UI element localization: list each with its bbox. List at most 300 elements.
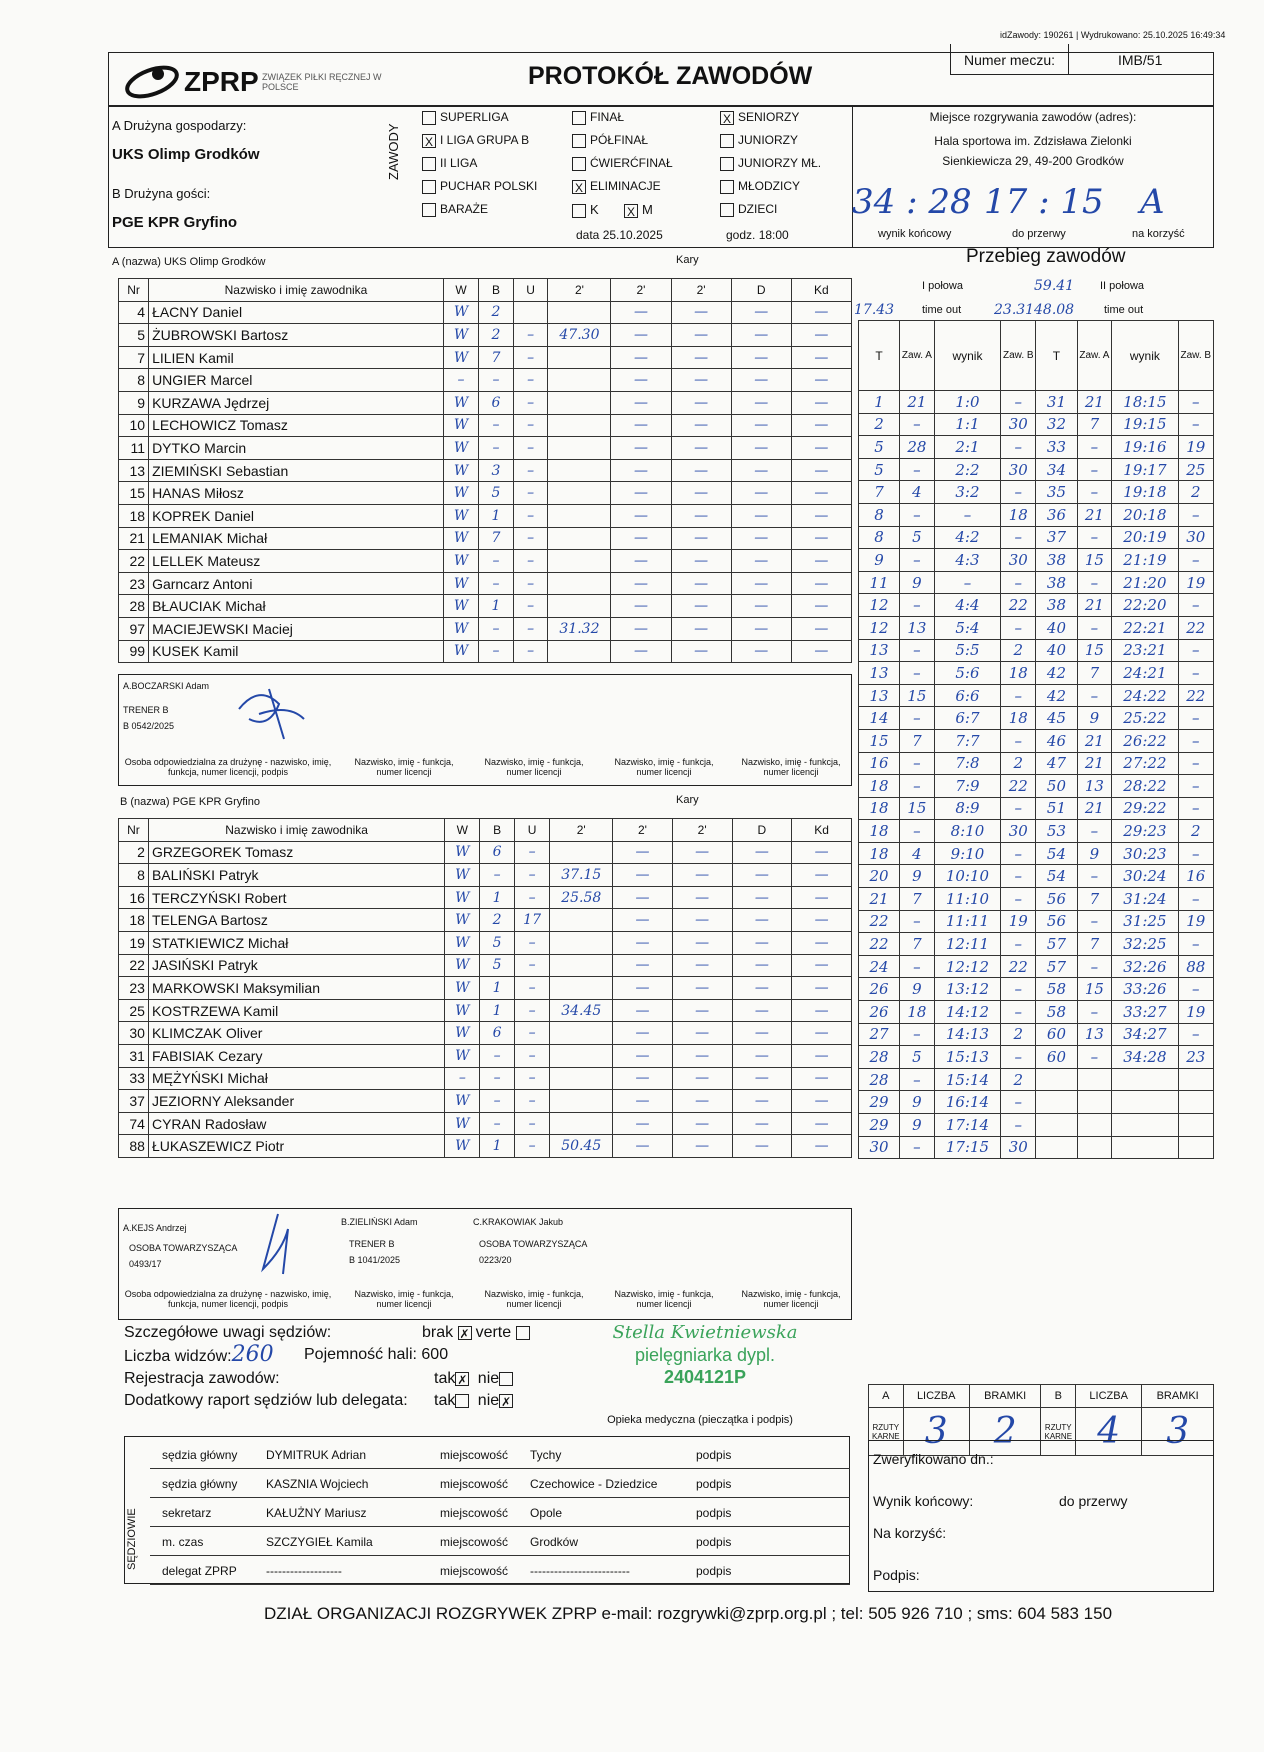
- col-t: T: [859, 321, 900, 391]
- progress-cell: 28: [900, 436, 935, 459]
- progress-cell: 12:11: [934, 933, 1000, 956]
- team-b: PGE KPR Gryfino: [112, 214, 238, 231]
- progress-cell: 19:16: [1112, 436, 1178, 459]
- progress-row: [859, 571, 1214, 594]
- penalty-cell: —: [732, 1022, 792, 1045]
- player-number: 2: [119, 841, 149, 864]
- player-row: [119, 1135, 852, 1158]
- progress-row: [859, 978, 1214, 1001]
- penalty-cell: —: [611, 324, 671, 347]
- player-goals: –: [479, 414, 514, 437]
- capacity: Pojemność hali: 600: [304, 1346, 449, 1363]
- penalty-cell: —: [731, 391, 791, 414]
- player-warning: –: [513, 459, 548, 482]
- penalty-cell: —: [791, 391, 851, 414]
- player-goals: –: [479, 640, 514, 663]
- penalty-a-goals: 2: [969, 1408, 1041, 1456]
- progress-cell: –: [900, 662, 935, 685]
- progress-cell: 7: [1077, 413, 1112, 436]
- phase-checkbox[interactable]: X: [572, 180, 586, 194]
- penalty-cell: —: [613, 864, 673, 887]
- player-2min: [548, 414, 611, 437]
- col-kd: Kd: [791, 279, 851, 302]
- progress-cell: 4:4: [934, 594, 1000, 617]
- player-warning: –: [514, 841, 550, 864]
- player-number: 22: [119, 550, 149, 573]
- referee-row: [150, 1440, 850, 1469]
- referee-city: -------------------------: [530, 1564, 630, 1578]
- player-number: 18: [119, 909, 149, 932]
- penalty-cell: —: [791, 324, 851, 347]
- progress-cell: [1077, 1136, 1112, 1159]
- penalty-cell: —: [791, 595, 851, 618]
- team-a: UKS Olimp Grodków: [112, 146, 260, 163]
- player-2min: [550, 1067, 613, 1090]
- match-date: data 25.10.2025: [576, 228, 663, 242]
- penalty-cell: —: [732, 977, 792, 1000]
- col-2min: 2': [613, 819, 673, 842]
- progress-cell: –: [1077, 684, 1112, 707]
- player-name: JASIŃSKI Patryk: [148, 954, 444, 977]
- phase-checkbox[interactable]: [572, 157, 586, 171]
- player-goals: 1: [479, 595, 514, 618]
- player-name: Garncarz Antoni: [149, 572, 444, 595]
- progress-cell: [1077, 1091, 1112, 1114]
- penalty-cell: —: [611, 482, 671, 505]
- miejscowosc-label: miejscowość: [440, 1506, 509, 1520]
- spectators-value: 260: [231, 1342, 274, 1367]
- signature-label: Podpis:: [873, 1567, 920, 1583]
- penalty-cell: —: [672, 931, 732, 954]
- progress-cell: –: [1178, 503, 1213, 526]
- player-w: W: [443, 640, 478, 663]
- progress-cell: 8: [859, 503, 900, 526]
- age-group-checkbox[interactable]: [720, 203, 734, 217]
- player-goals: 3: [479, 459, 514, 482]
- col-b: B: [480, 819, 514, 842]
- progress-cell: –: [1001, 729, 1036, 752]
- penalty-cell: —: [732, 954, 792, 977]
- zawody-label: ZAWODY: [386, 123, 401, 180]
- podpis-label: podpis: [696, 1564, 732, 1578]
- progress-cell: 20:19: [1112, 526, 1178, 549]
- penalty-b: B: [1041, 1385, 1076, 1408]
- progress-cell: –: [900, 594, 935, 617]
- progress-cell: –: [900, 503, 935, 526]
- progress-cell: 2: [1001, 1068, 1036, 1091]
- player-number: 23: [119, 977, 149, 1000]
- competition-label: SUPERLIGA: [440, 110, 509, 124]
- player-goals: –: [479, 437, 514, 460]
- player-2min: [548, 482, 611, 505]
- progress-cell: 28: [859, 1068, 900, 1091]
- progress-cell: 60: [1036, 1046, 1077, 1069]
- progress-cell: –: [1001, 1091, 1036, 1114]
- player-name: GRZEGOREK Tomasz: [148, 841, 444, 864]
- penalty-cell: —: [792, 841, 852, 864]
- team-b-label: B Drużyna gości:: [112, 186, 211, 201]
- progress-cell: 13: [859, 662, 900, 685]
- player-w: W: [445, 931, 480, 954]
- progress-cell: 14: [859, 707, 900, 730]
- progress-row: [859, 955, 1214, 978]
- progress-cell: 30: [1001, 1136, 1036, 1159]
- age-group-checkbox[interactable]: [720, 180, 734, 194]
- divider: [852, 106, 853, 248]
- progress-cell: 5: [900, 1046, 935, 1069]
- player-warning: –: [514, 1112, 550, 1135]
- verte-checkbox[interactable]: [516, 1326, 530, 1340]
- player-goals: –: [479, 369, 514, 392]
- age-group-checkbox[interactable]: X: [720, 111, 734, 125]
- player-warning: –: [513, 595, 548, 618]
- penalty-cell: —: [672, 1044, 732, 1067]
- progress-cell: 29:23: [1112, 820, 1178, 843]
- player-w: W: [443, 504, 478, 527]
- penalty-bramki: BRAMKI: [1142, 1385, 1214, 1408]
- progress-row: [859, 594, 1214, 617]
- timeout-value: 23.31: [994, 302, 1035, 318]
- col-kd: Kd: [792, 819, 852, 842]
- progress-cell: 16: [859, 752, 900, 775]
- penalty-bramki: BRAMKI: [969, 1385, 1041, 1408]
- progress-cell: 32: [1036, 413, 1077, 436]
- divider: [1068, 44, 1069, 74]
- team-a-officials: [118, 674, 852, 786]
- player-row: [119, 324, 852, 347]
- progress-header-row: [859, 321, 1214, 391]
- player-w: W: [445, 977, 480, 1000]
- extra-tak-checkbox[interactable]: [455, 1394, 469, 1408]
- przebieg-title: Przebieg zawodów: [966, 246, 1126, 267]
- referee-name: -------------------: [266, 1564, 342, 1578]
- player-number: 16: [119, 886, 149, 909]
- col-zaw-a: Zaw. A: [900, 321, 935, 391]
- progress-cell: 19:18: [1112, 481, 1178, 504]
- miejscowosc-label: miejscowość: [440, 1535, 509, 1549]
- extra-nie-checkbox[interactable]: ✗: [501, 1394, 512, 1409]
- phase-item: [572, 179, 673, 202]
- player-2min: [550, 977, 613, 1000]
- age-group-checkbox[interactable]: [720, 134, 734, 148]
- progress-cell: –: [900, 1023, 935, 1046]
- player-name: JEZIORNY Aleksander: [148, 1090, 444, 1113]
- player-row: [119, 909, 852, 932]
- penalty-cell: —: [672, 909, 732, 932]
- progress-cell: –: [900, 1136, 935, 1159]
- penalty-liczba: LICZBA: [1076, 1385, 1142, 1408]
- podpis-label: podpis: [696, 1506, 732, 1520]
- progress-cell: 6:7: [934, 707, 1000, 730]
- registration-tak-checkbox[interactable]: ✗: [457, 1372, 468, 1387]
- age-group-item: [720, 202, 821, 225]
- player-name: KUSEK Kamil: [149, 640, 444, 663]
- progress-cell: 30: [1178, 526, 1213, 549]
- phase-label: ĆWIERĆFINAŁ: [590, 156, 673, 170]
- progress-cell: –: [1178, 549, 1213, 572]
- penalty-header-row: [869, 1385, 1214, 1408]
- penalty-cell: —: [672, 886, 732, 909]
- progress-cell: 18: [900, 1001, 935, 1024]
- progress-cell: 19: [1001, 910, 1036, 933]
- penalty-cell: —: [613, 841, 673, 864]
- penalty-cell: —: [611, 301, 671, 324]
- player-number: 8: [119, 369, 149, 392]
- player-name: HANAS Miłosz: [149, 482, 444, 505]
- penalty-cell: —: [611, 346, 671, 369]
- player-number: 11: [119, 437, 149, 460]
- progress-cell: 9: [900, 978, 935, 1001]
- competition-checkbox[interactable]: X: [422, 134, 436, 148]
- penalty-cell: —: [792, 1135, 852, 1158]
- progress-cell: 15: [1077, 549, 1112, 572]
- progress-row: [859, 1136, 1214, 1159]
- progress-cell: 15:14: [934, 1068, 1000, 1091]
- penalty-rzuty-label: RZUTY KARNE: [1041, 1408, 1076, 1456]
- progress-row: [859, 616, 1214, 639]
- age-group-label: SENIORZY: [738, 110, 800, 124]
- phase-list: [572, 110, 673, 225]
- progress-cell: 34:28: [1112, 1046, 1178, 1069]
- progress-cell: 4: [900, 481, 935, 504]
- progress-cell: 15: [1077, 639, 1112, 662]
- competition-label: PUCHAR POLSKI: [440, 179, 538, 193]
- player-name: LECHOWICZ Tomasz: [149, 414, 444, 437]
- penalty-cell: —: [611, 504, 671, 527]
- stamp-line-3: 2404121P: [663, 1367, 747, 1387]
- player-goals: 1: [480, 999, 514, 1022]
- player-name: DYTKO Marcin: [149, 437, 444, 460]
- age-list: [720, 110, 821, 225]
- player-row: [119, 931, 852, 954]
- progress-row: [859, 391, 1214, 414]
- competition-item: [422, 133, 537, 156]
- player-warning: –: [513, 482, 548, 505]
- player-number: 88: [119, 1135, 149, 1158]
- nurse-stamp: [590, 1322, 820, 1388]
- player-name: LELLEK Mateusz: [149, 550, 444, 573]
- player-warning: –: [513, 369, 548, 392]
- player-number: 10: [119, 414, 149, 437]
- progress-row: [859, 1091, 1214, 1114]
- player-goals: 1: [479, 504, 514, 527]
- progress-cell: –: [1178, 797, 1213, 820]
- penalty-cell: —: [611, 391, 671, 414]
- progress-cell: 22:20: [1112, 594, 1178, 617]
- player-warning: –: [514, 1067, 550, 1090]
- penalty-cell: —: [732, 1067, 792, 1090]
- progress-cell: 11:10: [934, 888, 1000, 911]
- player-w: W: [443, 550, 478, 573]
- referee-row: [150, 1469, 850, 1498]
- progress-cell: –: [1178, 413, 1213, 436]
- progress-cell: 38: [1036, 594, 1077, 617]
- penalty-cell: —: [613, 1112, 673, 1135]
- penalty-cell: —: [791, 414, 851, 437]
- player-row: [119, 1044, 852, 1067]
- progress-cell: 21: [1077, 752, 1112, 775]
- penalty-cell: —: [671, 482, 731, 505]
- player-row: [119, 864, 852, 887]
- progress-cell: 13: [1077, 775, 1112, 798]
- progress-cell: 2: [859, 413, 900, 436]
- timeout-value: 59.41: [1034, 278, 1075, 294]
- competition-checkbox[interactable]: [422, 157, 436, 171]
- player-goals: –: [480, 864, 514, 887]
- official-caption: Osoba odpowiedzialna za drużynę - nazwisko, imię, funkcja, numer licencji, podpis: [124, 1289, 332, 1309]
- penalty-cell: —: [791, 437, 851, 460]
- player-goals: –: [479, 617, 514, 640]
- player-number: 4: [119, 301, 149, 324]
- progress-cell: –: [1001, 978, 1036, 1001]
- progress-cell: 30: [1001, 413, 1036, 436]
- player-2min: 50.45: [550, 1135, 613, 1158]
- col-2min: 2': [611, 279, 671, 302]
- penalty-cell: —: [611, 595, 671, 618]
- progress-cell: 15:13: [934, 1046, 1000, 1069]
- remarks-box: [124, 1322, 548, 1412]
- progress-row: [859, 436, 1214, 459]
- referee-row: [150, 1527, 850, 1556]
- progress-row: [859, 865, 1214, 888]
- progress-cell: 9: [1077, 842, 1112, 865]
- progress-cell: 54: [1036, 865, 1077, 888]
- gender-k-checkbox[interactable]: [572, 204, 586, 218]
- final-label: wynik końcowy: [878, 228, 952, 240]
- competition-label: BARAŻE: [440, 202, 489, 216]
- progress-cell: 40: [1036, 616, 1077, 639]
- progress-cell: 7: [900, 933, 935, 956]
- stamp-line-1: Stella Kwietniewska: [612, 1322, 798, 1343]
- col-wynik: wynik: [1112, 321, 1178, 391]
- progress-cell: 31:24: [1112, 888, 1178, 911]
- progress-cell: 40: [1036, 639, 1077, 662]
- match-time: godz. 18:00: [726, 228, 789, 242]
- player-warning: –: [514, 1044, 550, 1067]
- phase-label: FINAŁ: [590, 110, 625, 124]
- penalty-cell: —: [791, 617, 851, 640]
- progress-cell: 4:2: [934, 526, 1000, 549]
- age-group-checkbox[interactable]: [720, 157, 734, 171]
- progress-cell: 24:21: [1112, 662, 1178, 685]
- progress-cell: [1178, 1091, 1213, 1114]
- player-name: CYRAN Radosław: [148, 1112, 444, 1135]
- progress-cell: 22: [1001, 594, 1036, 617]
- progress-cell: 7: [1077, 933, 1112, 956]
- age-group-item: [720, 133, 821, 156]
- player-name: ZIEMIŃSKI Sebastian: [149, 459, 444, 482]
- player-number: 21: [119, 527, 149, 550]
- progress-row: [859, 1114, 1214, 1137]
- brak-checkbox[interactable]: ✗: [459, 1326, 470, 1341]
- referee-city: Opole: [530, 1506, 563, 1520]
- penalty-cell: —: [731, 369, 791, 392]
- competition-checkbox[interactable]: [422, 203, 436, 217]
- gender-m-checkbox[interactable]: X: [624, 204, 638, 218]
- progress-cell: –: [1077, 616, 1112, 639]
- footer: DZIAŁ ORGANIZACJI ROZGRYWEK ZPRP e-mail: rozgrywki@zprp.org.pl ; tel: 505 926 710 ; sms: 604 583 150: [264, 1604, 1113, 1623]
- player-goals: 1: [480, 886, 514, 909]
- player-2min: [550, 909, 613, 932]
- penalty-cell: —: [731, 324, 791, 347]
- player-w: W: [445, 841, 480, 864]
- penalty-cell: —: [791, 482, 851, 505]
- penalty-cell: —: [731, 640, 791, 663]
- penalty-cell: —: [731, 617, 791, 640]
- competition-item: [422, 202, 537, 225]
- player-w: W: [443, 617, 478, 640]
- penalty-cell: —: [732, 1090, 792, 1113]
- penalty-cell: —: [791, 550, 851, 573]
- player-2min: [548, 391, 611, 414]
- venue-label: Miejsce rozgrywania zawodów (adres):: [929, 110, 1137, 124]
- player-warning: –: [514, 1022, 550, 1045]
- remarks-label: Szczegółowe uwagi sędziów:: [124, 1324, 332, 1341]
- player-goals: 2: [480, 909, 514, 932]
- penalty-cell: —: [671, 369, 731, 392]
- progress-cell: –: [900, 549, 935, 572]
- player-w: W: [445, 886, 480, 909]
- player-row: [119, 886, 852, 909]
- player-row: [119, 346, 852, 369]
- progress-cell: –: [1001, 436, 1036, 459]
- player-goals: 1: [480, 977, 514, 1000]
- official-caption: Nazwisko, imię - funkcja, numer licencji: [484, 1289, 584, 1309]
- progress-cell: 2: [1178, 481, 1213, 504]
- progress-cell: 21: [859, 888, 900, 911]
- registration-nie-checkbox[interactable]: [499, 1372, 513, 1386]
- competition-checkbox[interactable]: [422, 180, 436, 194]
- player-row: [119, 595, 852, 618]
- progress-cell: 19: [1178, 571, 1213, 594]
- progress-cell: 29:22: [1112, 797, 1178, 820]
- progress-cell: [1077, 1114, 1112, 1137]
- player-goals: 6: [480, 1022, 514, 1045]
- player-2min: [548, 504, 611, 527]
- phase-checkbox[interactable]: [572, 134, 586, 148]
- progress-cell: 34: [1036, 458, 1077, 481]
- team-a-header-row: [119, 279, 852, 302]
- penalty-cell: —: [613, 931, 673, 954]
- competition-checkbox[interactable]: [422, 111, 436, 125]
- progress-cell: 53: [1036, 820, 1077, 843]
- progress-cell: 30: [1001, 820, 1036, 843]
- player-warning: –: [513, 550, 548, 573]
- penalty-cell: —: [671, 504, 731, 527]
- kary-label-a: Kary: [676, 254, 699, 266]
- timeout-label: time out: [922, 304, 962, 316]
- phase-checkbox[interactable]: [572, 111, 586, 125]
- progress-cell: 21:19: [1112, 549, 1178, 572]
- penalty-cell: —: [671, 301, 731, 324]
- penalty-cell: —: [672, 999, 732, 1022]
- player-warning: –: [513, 346, 548, 369]
- player-w: W: [443, 391, 478, 414]
- penalty-cell: —: [791, 640, 851, 663]
- penalty-cell: —: [672, 1067, 732, 1090]
- progress-cell: –: [1178, 594, 1213, 617]
- player-2min: [550, 841, 613, 864]
- spectators-label: Liczba widzów:: [124, 1348, 232, 1365]
- progress-cell: 8:10: [934, 820, 1000, 843]
- progress-cell: 17:15: [934, 1136, 1000, 1159]
- penalty-cell: —: [613, 886, 673, 909]
- player-row: [119, 999, 852, 1022]
- progress-cell: 58: [1036, 1001, 1077, 1024]
- player-name: KOSTRZEWA Kamil: [148, 999, 444, 1022]
- progress-cell: 2:2: [934, 458, 1000, 481]
- progress-cell: –: [1001, 797, 1036, 820]
